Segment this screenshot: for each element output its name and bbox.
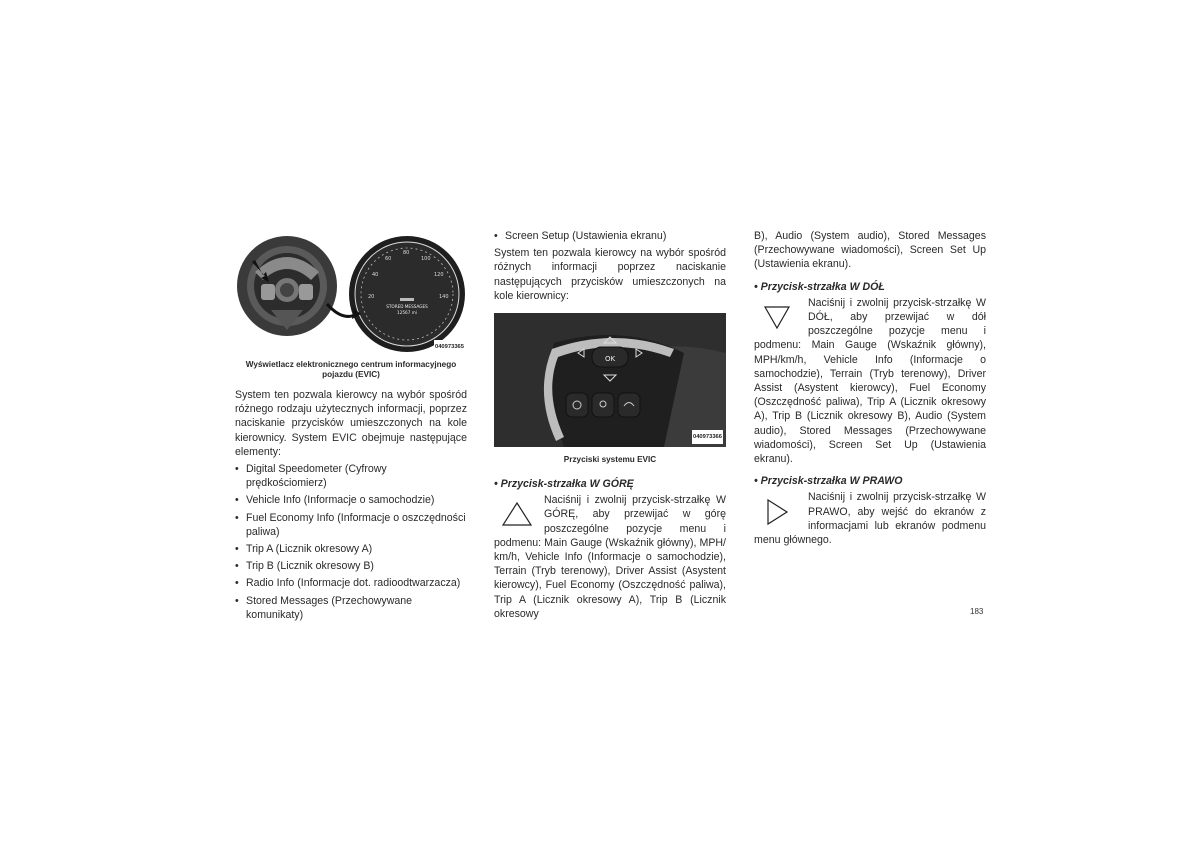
- down-arrow-block: [754, 296, 986, 466]
- list-item: • Trip B (Licznik okresowy B): [235, 559, 467, 573]
- display-text-line2: 12567 mi: [397, 310, 417, 315]
- svg-text:20: 20: [368, 294, 375, 300]
- svg-text:140: 140: [439, 294, 449, 300]
- evic-buttons-figure: [494, 313, 726, 447]
- intro-paragraph: System ten pozwala kierowcy na wybór spośród różnego rodzaju użytecznych informacji, poprzez naciskanie przycisków umieszczonych na kole kierownicy. System EVIC obejmuje następujące elementy:: [235, 389, 467, 458]
- right-arrow-heading: • Przycisk-strzałka W PRAWO: [754, 475, 903, 488]
- svg-text:40: 40: [372, 272, 379, 278]
- up-arrow-heading: • Przycisk-strzałka W GÓRĘ: [494, 478, 634, 491]
- right-arrow-block: [754, 490, 986, 547]
- middle-column: [494, 229, 726, 621]
- buttons-paragraph: System ten pozwala kierowcy na wybór spośród różnych informacji poprzez naciskanie następujących przycisków umieszczonych na kole kierownicy:: [494, 247, 726, 302]
- list-item: • Vehicle Info (Informacje o samochodzie): [235, 493, 467, 507]
- list-item: • Screen Setup (Ustawienia ekranu): [494, 229, 726, 243]
- right-arrow-icon: [764, 496, 800, 530]
- page-number: 183: [970, 607, 984, 616]
- screen-setup-list: [494, 229, 726, 243]
- up-arrow-text: Naciśnij i zwolnij przycisk-strzałkę W GÓRĘ, aby przewijać w górę poszczególne pozycje menu i podmenu: Main Gauge (Wskaźnik główny), MPH/ km/h, Vehicle Info (Informacje o samochodzie), Terrain (Tryb terenowy), Driver Assist (Asystent kierowcy), Fuel Economy (Oszczędność paliwa), Trip A (Licznik okresowy A), Trip B (Licznik okresowy: [494, 494, 726, 620]
- up-arrow-block: [494, 493, 726, 621]
- figure-caption: Przyciski systemu EVIC: [563, 455, 657, 465]
- down-arrow-text: Naciśnij i zwolnij przycisk-strzałkę W DÓŁ, aby przewijać w dół poszczególne pozycje menu i podmenu: Main Gauge (Wskaźnik główny), MPH/km/h, Vehicle Info (Informacje o samochodzie), Terrain (Tryb terenowy), Driver Assist (Asystent kierowcy), Fuel Economy (Oszczędność paliwa), Trip A (Licznik okresowy A), Trip B (Licznik okresowy B), Audio (System audio), Stored Messages (Przechowywane wiadomości), Screen Set Up (Ustawienia ekranu).: [754, 296, 986, 466]
- down-arrow-heading: • Przycisk-strzałka W DÓŁ: [754, 280, 885, 293]
- evic-illustration: [235, 232, 467, 354]
- list-item: • Radio Info (Informacje dot. radioodtwarzacza): [235, 576, 467, 590]
- display-text-line1: STORED MESSAGES: [386, 304, 428, 309]
- evic-display-figure: [235, 232, 467, 354]
- list-item: • Trip A (Licznik okresowy A): [235, 542, 467, 556]
- list-item: • Digital Speedometer (Cyfrowy prędkościomierz): [235, 462, 467, 490]
- svg-text:100: 100: [421, 256, 431, 262]
- ok-button-label: OK: [604, 355, 616, 364]
- list-item: • Stored Messages (Przechowywane komunikaty): [235, 594, 467, 622]
- evic-items-list: [235, 462, 467, 622]
- up-arrow-icon: [500, 499, 536, 533]
- continuation-text: B), Audio (System audio), Stored Messages (Przechowywane wiadomości), Screen Set Up (Ustawienia ekranu).: [754, 230, 986, 271]
- svg-text:120: 120: [434, 272, 444, 278]
- list-item: • Fuel Economy Info (Informacje o oszczędności paliwa): [235, 511, 467, 539]
- figure-caption: Wyświetlacz elektronicznego centrum informacyjnego pojazdu (EVIC): [245, 360, 457, 379]
- figure-code: 040973365: [434, 340, 465, 354]
- down-arrow-icon: [762, 302, 798, 336]
- figure-code: 040973366: [692, 430, 723, 444]
- svg-text:80: 80: [403, 250, 410, 256]
- steering-buttons-photo: [494, 313, 726, 447]
- right-column: [754, 229, 986, 547]
- svg-text:60: 60: [385, 256, 392, 262]
- right-arrow-text: Naciśnij i zwolnij przycisk-strzałkę W PRAWO, aby wejść do ekranów z informacjami lub ekranów podmenu menu głównego.: [754, 491, 986, 547]
- left-column: [235, 232, 467, 625]
